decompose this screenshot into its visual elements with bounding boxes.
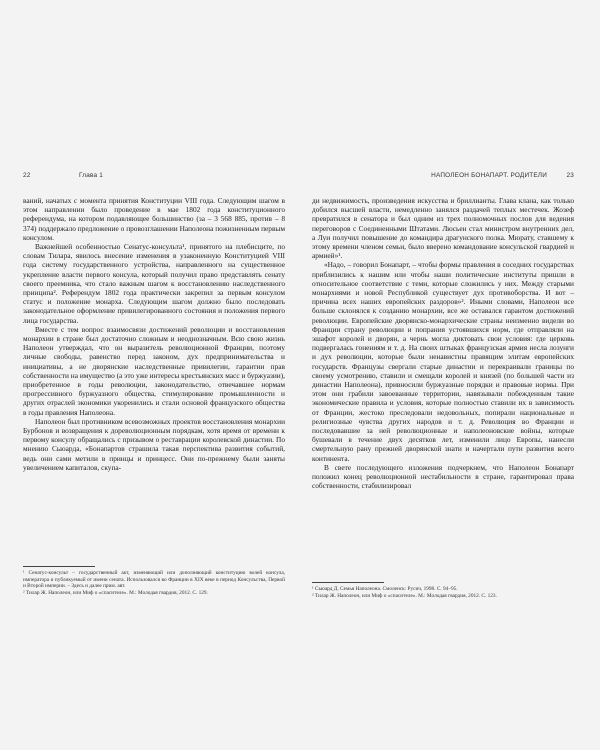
- right-running-header: [312, 172, 574, 184]
- left-footnotes: [23, 570, 285, 596]
- left-paragraph: Наполеон был противником всевозможных проектов восстановления монархии Бурбонов и возвращения к дореволюционным порядкам, хотя время от времени к первому консулу обращались с призывом о реставрации королевской династии. По мнению Сьюарда, «Бонапартов страшила такая перспектива развития событий, ведь они сами метили в принцы и принцесс. Они по-прежнему были заняты увеличением капиталов, скупа-: [23, 416, 285, 472]
- right-paragraph: В свете последующего изложения подчеркнем, что Наполеон Бонапарт положил конец революционной нестабильности в стране, гарантировал права собственности, стабилизировал: [312, 462, 574, 491]
- left-running-header: [23, 172, 285, 184]
- right-footnotes: [312, 586, 574, 599]
- left-footnote: ² Тилар Ж. Наполеон, или Миф о «спасителе». М.: Молодая гвардия, 2012. С. 129.: [23, 589, 208, 596]
- left-footnote-rule: [23, 566, 95, 567]
- left-paragraph: ваний, начатых с момента принятия Конституции VIII года. Следующим шагом в этом направлении было проведение в мае 1802 года конституционного референдума, на котором подавляющее большинство (за – 3 568 885, против – 8 374) поддержало предложение о провозглашении Наполеона пожизненным первым консулом.: [23, 196, 285, 242]
- left-page-number: 22: [23, 172, 31, 179]
- left-paragraph: Важнейшей особенностью Сенатус-консульта¹, принятого на плебисците, по словам Тилара, явилось внесение изменения в узаконенную Конституцией VIII года систему государственного устройства, направленного на существенное укрепление власти первого консула, который получил право представлять сенату своего преемника, что стало важным шагом к восстановлению наследственного принципа². Референдум 1802 года практически закрепил за первым консулом статус и положение монарха. Следующим шагом должно было последовать законодательное оформление привилегированного состояния и положения первого лица государства.: [23, 242, 285, 325]
- right-footnote-rule: [312, 582, 384, 583]
- right-page: [312, 172, 574, 612]
- left-chapter-label: Глава 1: [79, 172, 103, 179]
- left-footnote: ¹ Сенатус-консульт – государственный акт, изменяющий или дополняющий конституцию волей консула, императора и публикуемый от имени сената. Использовался во Франции в XIX веке в период Консульства, Первой и Второй империи. – Здесь и далее прим. авт.: [23, 570, 285, 590]
- left-page: [23, 172, 285, 612]
- right-page-title: НАПОЛЕОН БОНАПАРТ. РОДИТЕЛИ: [431, 172, 547, 179]
- left-paragraph: Вместе с тем вопрос взаимосвязи достижений революции и восстановления монархии в стране был достаточно сложным и неоднозначным. Всю свою жизнь Наполеон утверждал, что он выразитель революционной Франции, поэтому личные свободы, равенство перед законом, дух предпринимательства и инициативы, а не дворянские наследственные привилегии, гарантии прав собственности на имущество (а это уже интересы крестьянских масс и буржуазии), приобретенное в годы революции, законодательство, отвечавшее нормам прогрессивного буржуазного общества, стимулирование промышленности и других отраслей экономики укоренились и стали основой французского общества в годы правления Наполеона.: [23, 324, 285, 417]
- right-paragraph: ди недвижимость, произведения искусства и бриллианты. Глава клана, как только добился высшей власти, немедленно занялся раздачей теплых местечек. Жозеф превратился в сенатора и был одним из трех полномочных послов для ведения переговоров с Соединенными Штатами. Люсьен стал министром внутренних дел, а Луи получил повышение до командира драгунского полка. Мюрату, ставшему к этому времени членом семьи, было вверено командование консульской гвардией и армией»¹.: [312, 196, 574, 261]
- right-footnote: ² Тилар Ж. Наполеон, или Миф о «спасителе». М.: Молодая гвардия, 2012. С. 123.: [312, 592, 497, 599]
- left-body-text: [23, 196, 285, 472]
- right-body-text: [312, 196, 574, 491]
- right-paragraph: «Надо, – говорил Бонапарт, – чтобы формы правления в соседних государствах приблизились к нашим или чтобы наши политические институты пришли в относительное соответствие с теми, которые сложились у них. Между старыми монархиями и новой Республикой существует дух противоборства. И вот – причина всех наших европейских раздоров»². Иными словами, Наполеон все больше склонялся к созданию монархии, все же оставался гарантом достижений революции. Европейские дворянско-монархические страны неизменно видели во Франции страну революции и попрания устоявшихся норм, где отправляли на эшафот королей и дворян, а чернь могла диктовать свои условия: где церковь подвергалась гонениям и т. д. На своих штыках французская армия несла лозунги и дух революции, которые были ненавистны правящим элитам европейских государств. Французы свергали старые династии и перекраивали границы по своему усмотрению, ставили и смещали королей и князей (по большей части из династии Наполеона), привносили буржуазные порядки и правовые нормы. При этом они грабили завоеванные территории, навязывали побежденным такие экономические правила и условия, которые полностью ставили их в зависимость от Франции, жестоко преследовали недовольных, попирали национальные и религиозные чувства других народов и т. д. Революция во Франции и последовавшие за ней революционные и наполеоновские войны, которые бушевали в течение двух десятков лет, изменили лицо Европы, нанесли смертельную рану прежней дворянской знати и начертали пути развития всего континента.: [312, 260, 574, 463]
- right-footnote: ¹ Сьюард Д. Семья Наполеона. Смоленск: Русич, 1998. С. 94–95.: [312, 586, 458, 592]
- right-page-number: 23: [566, 172, 574, 179]
